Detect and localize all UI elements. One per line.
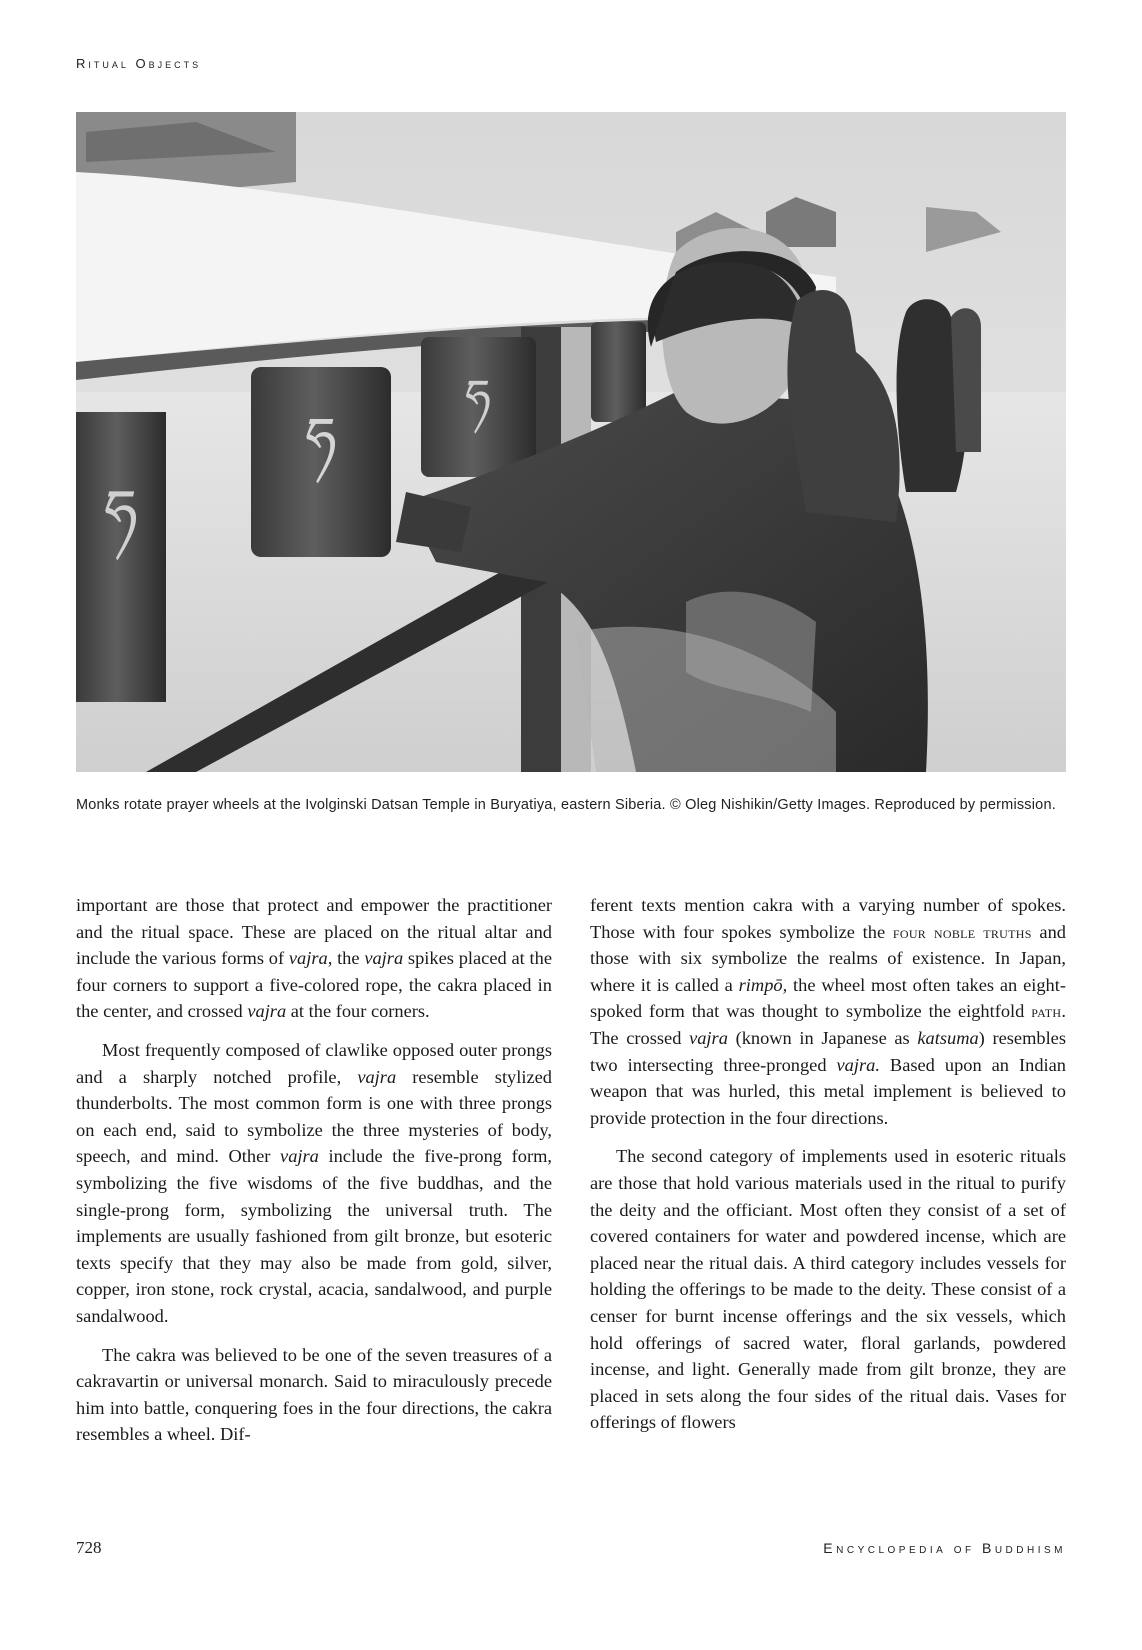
svg-text:ཧ: ཧ (305, 406, 337, 471)
right-column (590, 892, 1066, 1436)
cross-reference: four noble truths (892, 921, 1032, 942)
figure-caption: Monks rotate prayer wheels at the Ivolginski Datsan Temple in Buryatiya, eastern Siberia. © Oleg Nishikin/Getty Images. Reproduced by permission. (76, 797, 1056, 813)
svg-text:ཧ: ཧ (104, 477, 138, 547)
prayer-wheel-center (251, 367, 391, 557)
prayer-wheel-right (421, 337, 536, 477)
paragraph: Most frequently composed of clawlike opposed outer prongs and a sharply notched profile, vajra resemble stylized thunderbolts. The most common form is one with three prongs on each end, said to symbolize the three mysteries of body, speech, and mind. Other vajra include the five-prong form, symbolizing the five wisdoms of the five buddhas, and the single-prong form, symbolizing the universal truth. The implements are usually fashioned from gilt bronze, but esoteric texts specify that they may also be made from gold, silver, copper, iron stone, rock crystal, acacia, sandalwood, and purple sandalwood. (76, 1039, 552, 1326)
paragraph: ferent texts mention cakra with a varying number of spokes. Those with four spokes symbolize the four noble truths and those with six symbolize the realms of existence. In Japan, where it is called a rimpō, the wheel most often takes an eight-spoked form that was thought to symbolize the eightfold path. The crossed vajra (known in Japanese as katsuma) resembles two intersecting three-pronged vajra. Based upon an Indian weapon that was hurled, this metal implement is believed to provide protection in the four directions. (590, 895, 1066, 1128)
page-number: 728 (76, 1538, 102, 1557)
book-title: Encyclopedia of Buddhism (823, 1540, 1066, 1556)
left-column (76, 892, 552, 1448)
paragraph: The second category of implements used in esoteric rituals are those that hold various materials used in the ritual to purify the deity and the officiant. Most often they consist of a set of covered containers for water and powdered incense, which are placed near the ritual dais. A third category includes vessels for holding the offerings to be made to the deity. These consist of a censer for burnt incense offerings and the six vessels, which hold offerings of sacred water, floral garlands, powdered incense, and light. Generally made from gilt bronze, they are placed in sets along the four sides of the ritual dais. Vases for offerings of flowers (590, 1146, 1066, 1433)
paragraph: The cakra was believed to be one of the seven treasures of a cakravartin or universal monarch. Said to miraculously precede him into battle, conquering foes in the four directions, the cakra resembles a wheel. Dif- (76, 1344, 552, 1445)
photo-illustration (76, 112, 1066, 772)
paragraph: important are those that protect and empower the practitioner and the ritual space. These are placed on the ritual altar and include the various forms of vajra, the vajra spikes placed at the four corners to support a five-colored rope, the cakra placed in the center, and crossed vajra at the four corners. (76, 895, 552, 1022)
prayer-wheel-left (76, 412, 166, 702)
svg-text:ཧ: ཧ (465, 369, 491, 423)
running-head: Ritual Objects (76, 56, 202, 71)
cross-reference: path (1031, 1001, 1062, 1022)
prayer-wheel-far (591, 322, 646, 422)
photo-prayer-wheels (76, 112, 1066, 772)
